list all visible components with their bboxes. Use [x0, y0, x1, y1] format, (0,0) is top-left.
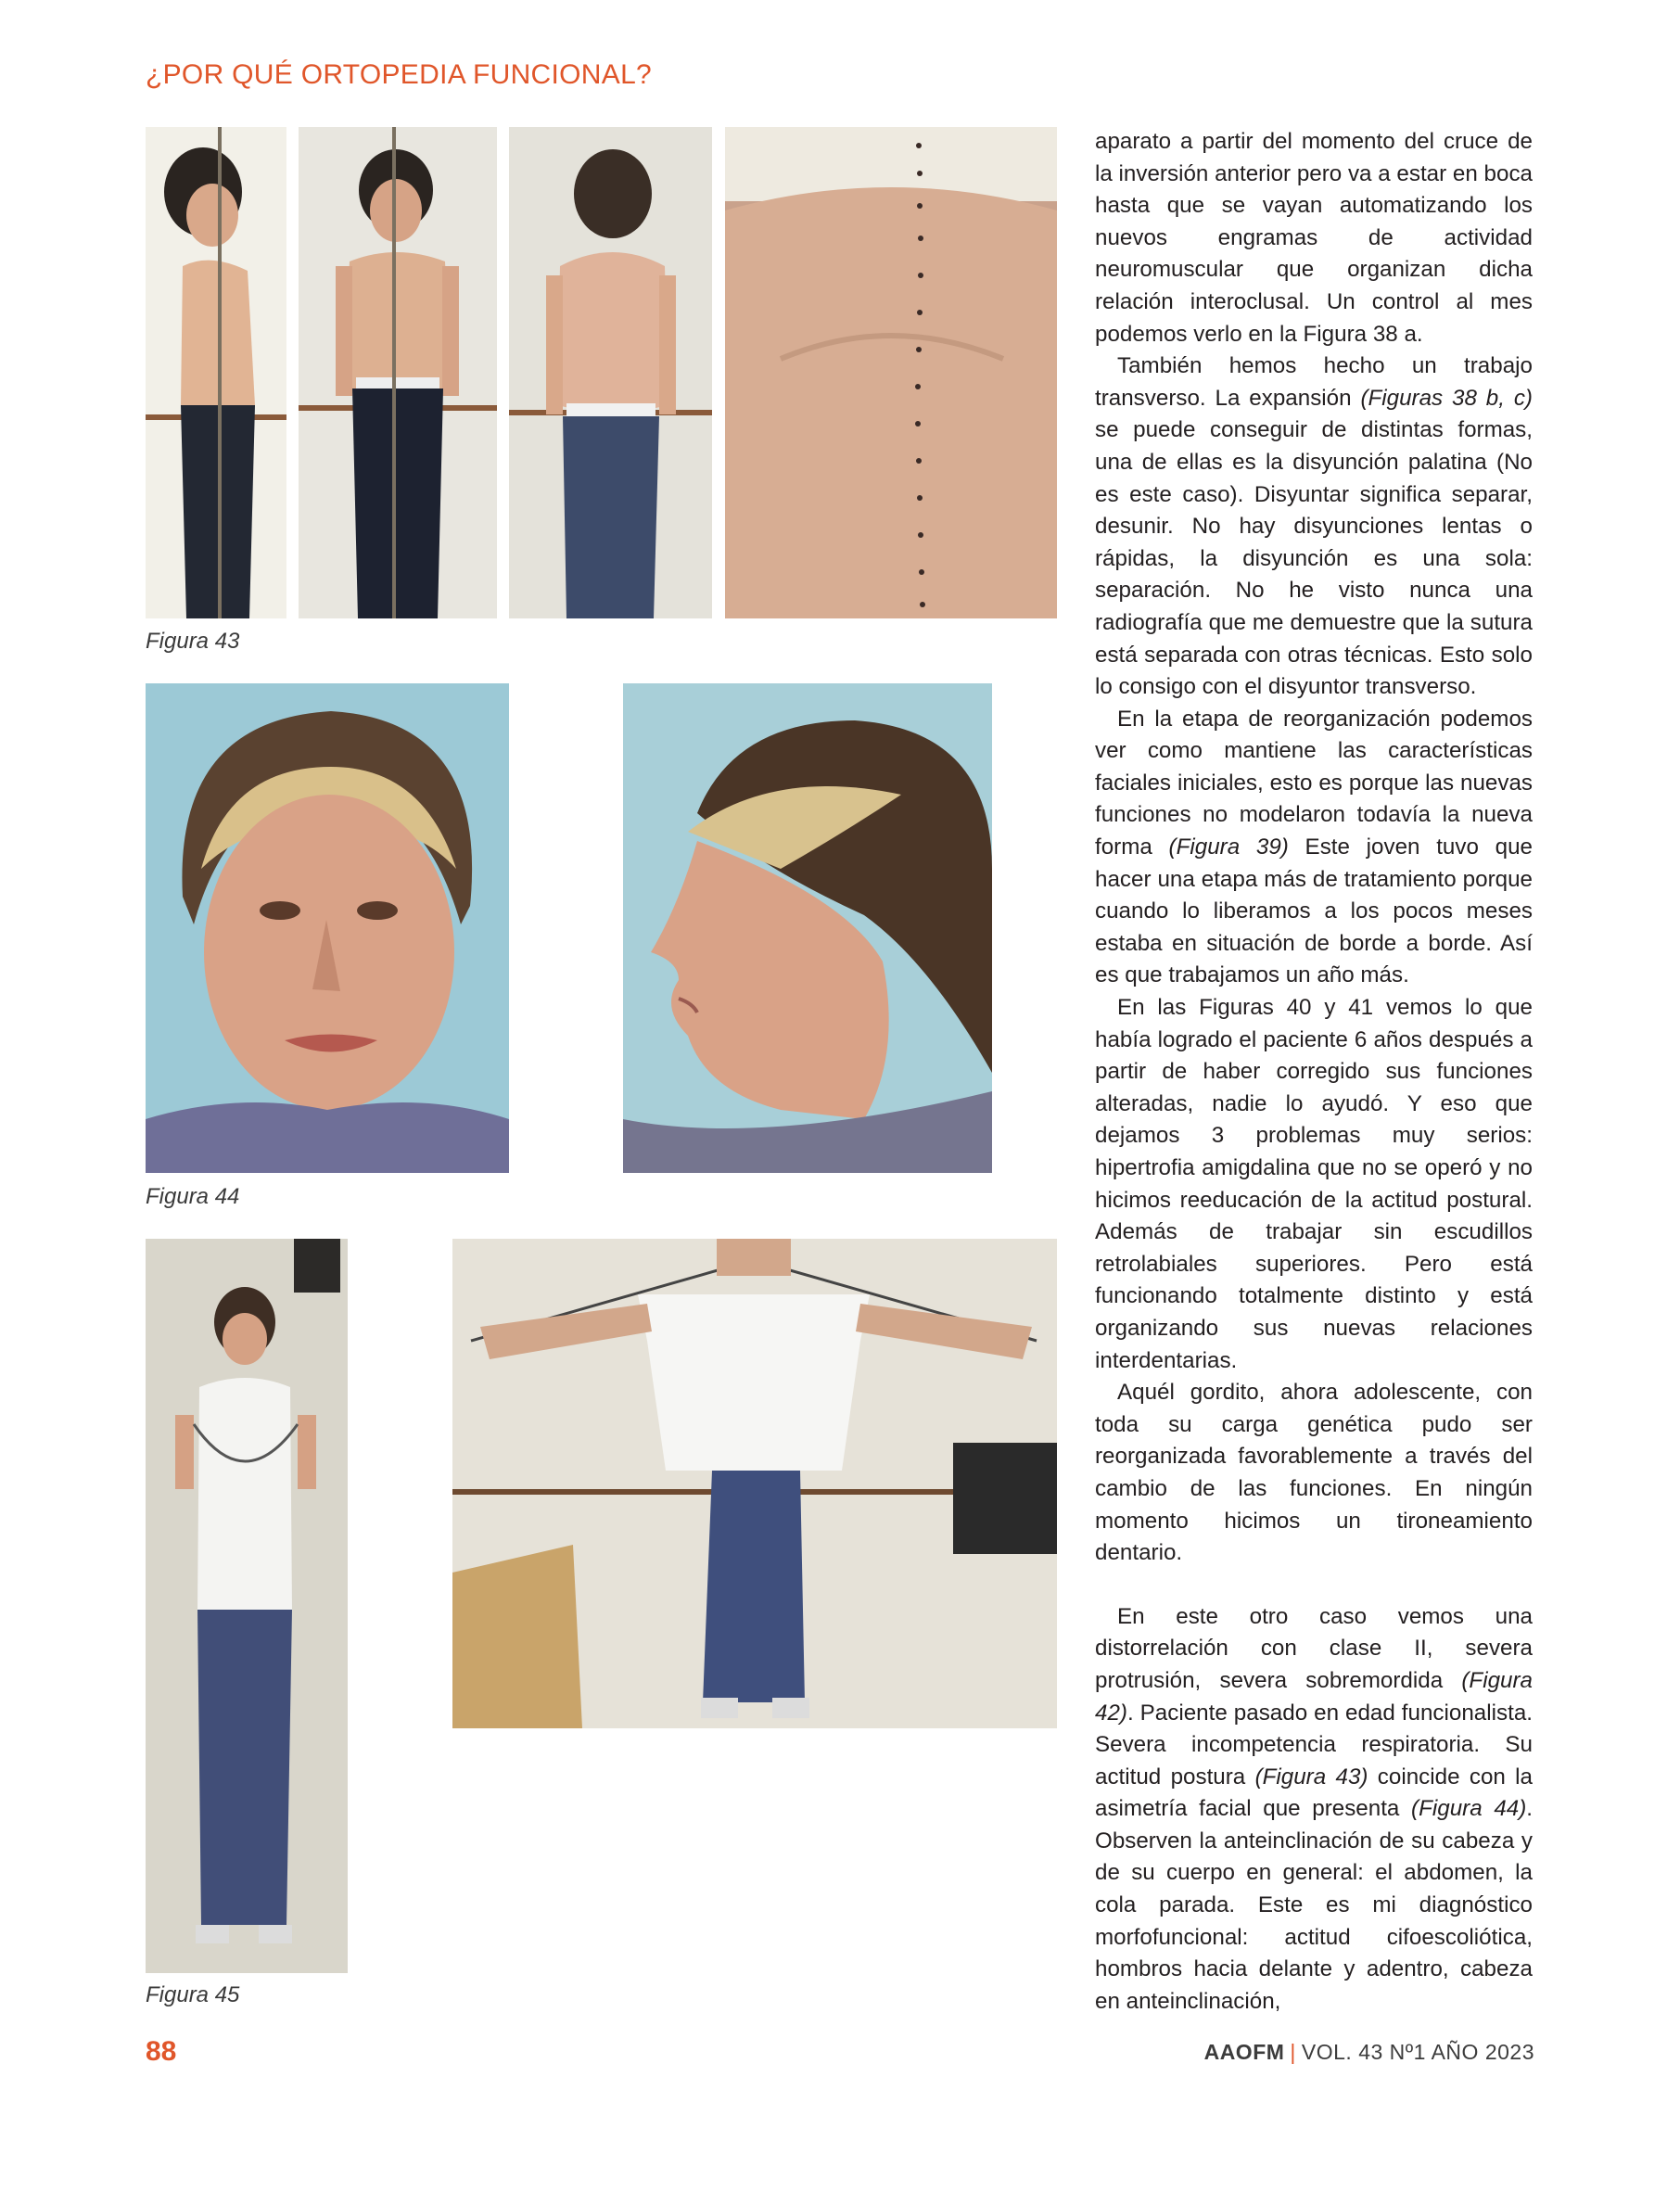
- figure-44-caption: Figura 44: [146, 1184, 240, 1209]
- figure-reference: (Figura 44): [1411, 1796, 1527, 1822]
- figure-44-photo-profile-face: [623, 683, 992, 1173]
- figure-45-caption: Figura 45: [146, 1982, 240, 2007]
- journal-name: AAOFM: [1203, 2040, 1285, 2064]
- figure-44-photo-frontal-face: [146, 683, 509, 1173]
- figure-43-caption: Figura 43: [146, 629, 240, 654]
- paragraph-3: En la etapa de reorganización podemos ver como mantiene las características faciales iniciales, esto es porque las nuevas funciones no modelaron todavía la nueva forma (Figura 39) Este joven tuvo que hacer una etapa más de tratamiento porque cuando lo liberamos a los pocos meses estaba en situación de borde a borde. Así es que trabajamos un año más.: [1095, 706, 1533, 988]
- figure-43-photo-spine: [725, 127, 1057, 618]
- paragraph-4: En las Figuras 40 y 41 vemos lo que había logrado el paciente 6 años después a partir de haber corregido sus funciones alteradas, nadie lo ayudó. Y eso que dejamos 3 problemas muy serios: hipertrofia amigdalina que no se operó y no hicimos reeducación de la actitud postural. Además de trabajar sin escudillos retrolabiales superiores. Pero está funcionando totalmente distinto y está organizando sus nuevas relaciones interdentarias.: [1095, 995, 1533, 1373]
- figure-reference: (Figuras 38 b, c): [1360, 385, 1533, 411]
- journal-footer: [1204, 2040, 1534, 2065]
- paragraph-1: aparato a partir del momento del cruce de la inversión anterior pero va a estar en boca hasta que se vayan automatizando los nuevos engramas de actividad neuromuscular que organizan dicha relación interoclusal. Un control al mes podemos verlo en la Figura 38 a.: [1095, 129, 1533, 347]
- journal-issue: VOL. 43 Nº1 AÑO 2023: [1301, 2040, 1534, 2064]
- page-number: 88: [146, 2036, 177, 2067]
- paragraph-2: También hemos hecho un trabajo transverso. La expansión (Figuras 38 b, c) se puede conseguir de distintas formas, una de ellas es la disyunción palatina (No es este caso). Disyuntar significa separar, desunir. No hay disyunciones lentas o rápidas, la disyunción es una sola: separación. No he visto nunca una radiografía que me demuestre que la sutura está separada con otras técnicas. Esto solo lo consigo con el disyuntor transverso.: [1095, 353, 1533, 700]
- paragraph-6: En este otro caso vemos una distorrelación con clase II, severa protrusión, severa sobremordida (Figura 42). Paciente pasado en edad funcionalista. Severa incompetencia respiratoria. Su actitud postura (Figura 43) coincide con la asimetría facial que presenta (Figura 44). Observen la anteinclinación de su cabeza y de su cuerpo en general: el abdomen, la cola parada. Este es mi diagnóstico morfofuncional: actitud cifoescoliótica, hombros hacia delante y adentro, cabeza en anteinclinación,: [1095, 1603, 1534, 2014]
- figure-43-photo-back: [509, 127, 712, 618]
- figure-43-photo-side: [146, 127, 286, 618]
- article-body: [1095, 126, 1533, 2018]
- paragraph-5: Aquél gordito, ahora adolescente, con toda su carga genética pudo ser reorganizada favorablemente a través del cambio de las funciones. En ningún momento hicimos un tironeamiento dentario.: [1095, 1380, 1533, 1566]
- running-header: ¿POR QUÉ ORTOPEDIA FUNCIONAL?: [146, 59, 653, 90]
- footer-separator: |: [1290, 2040, 1296, 2064]
- figure-45-photo-standing: [146, 1239, 348, 1973]
- figure-reference: (Figura 42): [1095, 1667, 1533, 1726]
- figure-43-photo-front: [299, 127, 497, 618]
- figure-45-photo-arms-extended: [452, 1239, 1057, 1728]
- figure-reference: (Figura 43): [1254, 1764, 1368, 1790]
- figure-reference: (Figura 39): [1168, 834, 1289, 860]
